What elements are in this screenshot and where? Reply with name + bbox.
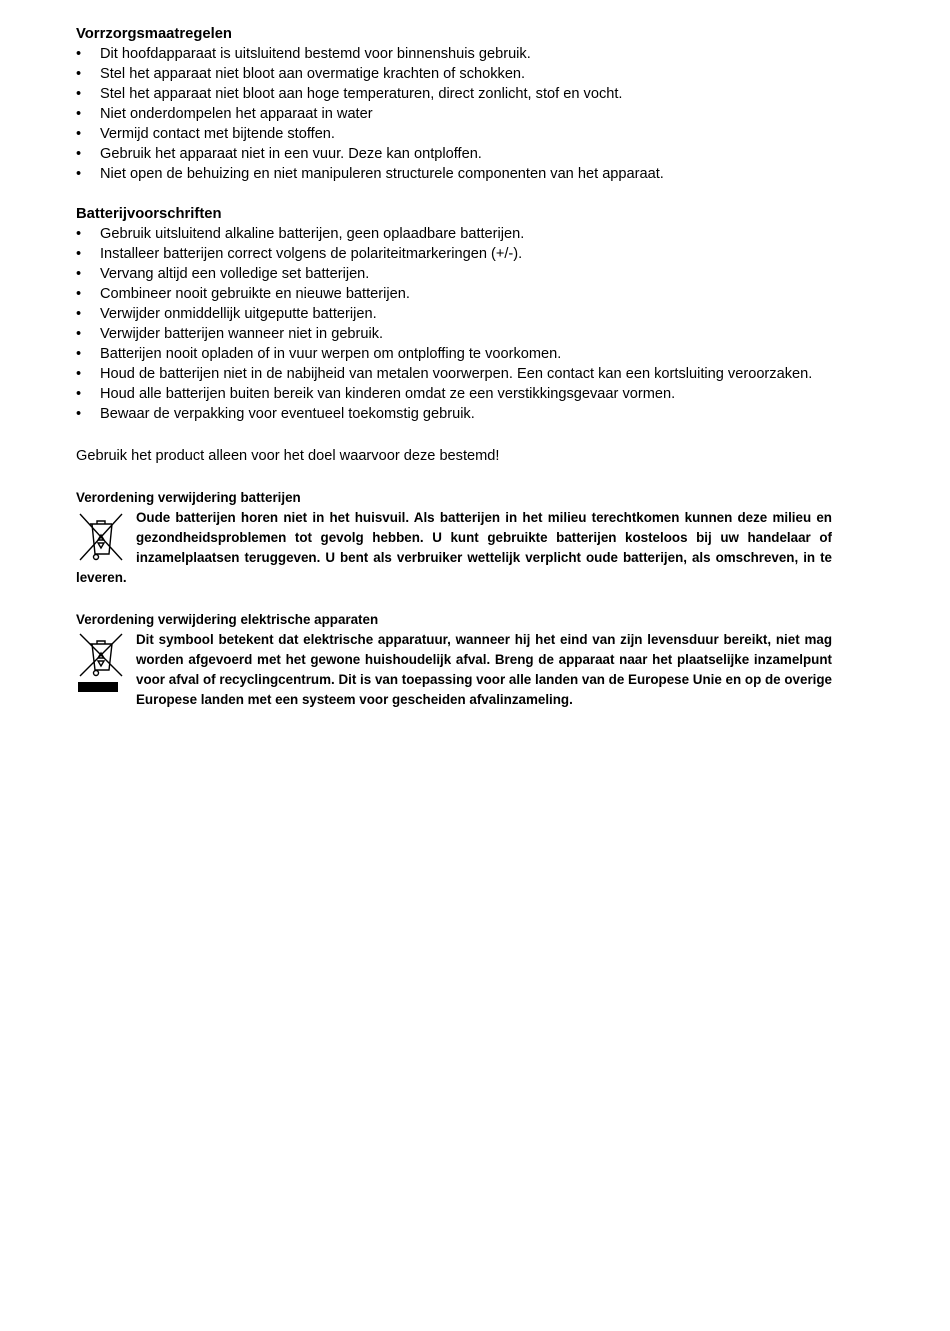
precautions-title: Vorrzorgsmaatregelen [76, 26, 232, 42]
precautions-list [76, 44, 832, 184]
weee-black-bar [78, 682, 118, 692]
list-item: • Gebruik het apparaat niet in een vuur. Deze kan ontploffen. [76, 144, 832, 164]
list-item: • Niet onderdompelen het apparaat in water [76, 104, 832, 124]
list-item: • Houd de batterijen niet in de nabijheid van metalen voorwerpen. Een contact kan een kortsluiting veroorzaken. [76, 364, 832, 384]
battery-disposal-section [76, 488, 832, 588]
list-item: • Stel het apparaat niet bloot aan overmatige krachten of schokken. [76, 64, 832, 84]
electrical-disposal-text: Dit symbool betekent dat elektrische apparatuur, wanneer hij het eind van zijn levensduur bereikt, niet mag worden afgevoerd met het gewone huishoudelijk afval. Breng de apparaat naar het plaatselijke inzamelpunt voor afval of recyclingcentrum. Dit is van toepassing voor alle landen van de Europese Unie en op de overige Europese landen met een systeem voor gescheiden afvalinzameling. [136, 632, 832, 707]
crossed-out-bin-icon [76, 510, 126, 564]
list-item: • Niet open de behuizing en niet manipuleren structurele componenten van het apparaat. [76, 164, 832, 184]
battery-disposal-title: Verordening verwijdering batterijen [76, 490, 301, 505]
closing-note: Gebruik het product alleen voor het doel waarvoor deze bestemd! [76, 448, 500, 464]
list-item: • Vervang altijd een volledige set batterijen. [76, 264, 832, 284]
precautions-section [76, 24, 832, 184]
battery-rules-list [76, 224, 832, 424]
list-item: • Gebruik uitsluitend alkaline batterijen, geen oplaadbare batterijen. [76, 224, 832, 244]
battery-disposal-text: Oude batterijen horen niet in het huisvuil. Als batterijen in het milieu terechtkomen kunnen deze milieu en gezondheidsproblemen tot gevolg hebben. U kunt gebruikte batterijen kosteloos bij uw handelaar of inzamelplaatsen teruggeven. U bent als verbruiker wettelijk verplicht oude batterijen, als omschreven, in te leveren. [76, 510, 832, 585]
list-item: • Vermijd contact met bijtende stoffen. [76, 124, 832, 144]
list-item: • Bewaar de verpakking voor eventueel toekomstig gebruik. [76, 404, 832, 424]
list-item: • Batterijen nooit opladen of in vuur werpen om ontploffing te voorkomen. [76, 344, 832, 364]
list-item: • Stel het apparaat niet bloot aan hoge temperaturen, direct zonlicht, stof en vocht. [76, 84, 832, 104]
list-item: • Verwijder onmiddellijk uitgeputte batterijen. [76, 304, 832, 324]
weee-symbol [76, 632, 126, 692]
electrical-disposal-section [76, 610, 832, 710]
electrical-disposal-title: Verordening verwijdering elektrische apparaten [76, 612, 379, 627]
list-item: • Houd alle batterijen buiten bereik van kinderen omdat ze een verstikkingsgevaar vormen. [76, 384, 832, 404]
document-page [76, 24, 832, 710]
list-item: • Dit hoofdapparaat is uitsluitend bestemd voor binnenshuis gebruik. [76, 44, 832, 64]
list-item: • Combineer nooit gebruikte en nieuwe batterijen. [76, 284, 832, 304]
battery-rules-title: Batterijvoorschriften [76, 206, 222, 222]
weee-bin-icon [76, 632, 126, 678]
list-item: • Verwijder batterijen wanneer niet in gebruik. [76, 324, 832, 344]
battery-rules-section [76, 204, 832, 424]
list-item: • Installeer batterijen correct volgens de polariteitmarkeringen (+/-). [76, 244, 832, 264]
